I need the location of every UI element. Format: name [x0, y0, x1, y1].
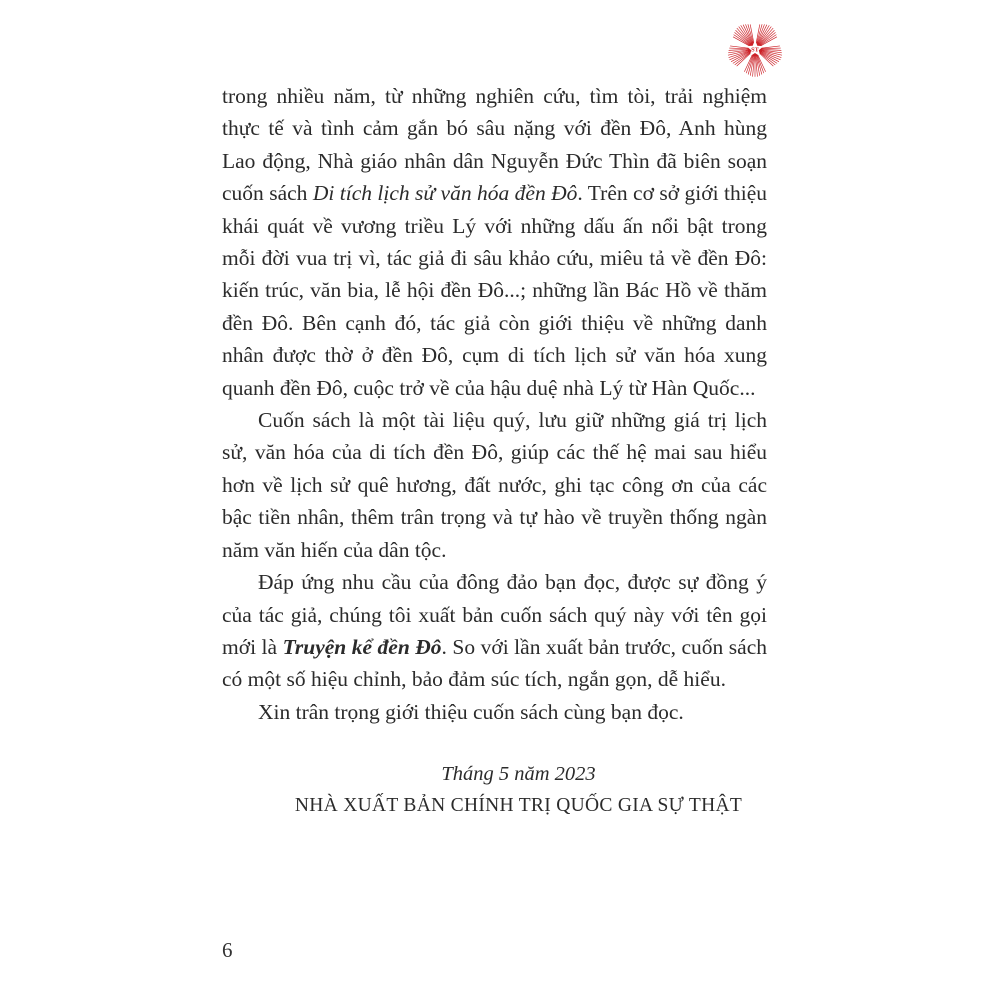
text-line: nhân được thờ ở đền Đô, cụm di tích lịch sử văn hóa xung [222, 343, 767, 368]
text-line: sử, văn hóa của di tích đền Đô, giúp các thế hệ mai sau hiểu [222, 440, 767, 465]
text-line: cuốn sách Di tích lịch sử văn hóa đền Đô. Trên cơ sở giới thiệu [222, 181, 767, 206]
text-line: của tác giả, chúng tôi xuất bản cuốn sách quý này với tên gọi [222, 602, 767, 627]
text-line: Cuốn sách là một tài liệu quý, lưu giữ những giá trị lịch [258, 408, 767, 433]
logo-st-monogram: ST [751, 46, 759, 54]
publisher-logo-icon [722, 14, 788, 84]
text-line: khái quát về vương triều Lý với những dấu ấn nổi bật trong [222, 213, 767, 238]
text-line: bậc tiền nhân, thêm trân trọng và tự hào về truyền thống ngàn [222, 505, 767, 530]
text-line: Xin trân trọng giới thiệu cuốn sách cùng bạn đọc. [258, 699, 684, 724]
text-line: kiến trúc, văn bia, lễ hội đền Đô...; những lần Bác Hồ về thăm [222, 278, 767, 303]
text-line: mới là Truyện kể đền Đô. So với lần xuất bản trước, cuốn sách [222, 634, 767, 659]
text-line: hơn về lịch sử quê hương, đất nước, ghi tạc công ơn của các [222, 472, 767, 497]
text-line: quanh đền Đô, cuộc trở về của hậu duệ nhà Lý từ Hàn Quốc... [222, 375, 756, 400]
text-line: Đáp ứng nhu cầu của đông đảo bạn đọc, được sự đồng ý [258, 570, 767, 595]
text-line: thực tế và tình cảm gắn bó sâu nặng với đền Đô, Anh hùng [222, 116, 767, 141]
text-line: năm văn hiến của dân tộc. [222, 537, 447, 562]
body-text [222, 80, 767, 822]
text-line: mỗi đời vua trị vì, tác giả đi sâu khảo cứu, miêu tả về đền Đô: [222, 246, 767, 271]
closing-block [246, 758, 791, 822]
page-number: 6 [222, 938, 233, 962]
text-line: trong nhiều năm, từ những nghiên cứu, tìm tòi, trải nghiệm [222, 84, 767, 108]
text-line: Lao động, Nhà giáo nhân dân Nguyễn Đức Thìn đã biên soạn [222, 148, 767, 173]
text-line: đền Đô. Bên cạnh đó, tác giả còn giới thiệu về những danh [222, 310, 767, 335]
publisher-name: NHÀ XUẤT BẢN CHÍNH TRỊ QUỐC GIA SỰ THẬT [294, 795, 743, 817]
date-line: Tháng 5 năm 2023 [441, 763, 596, 786]
text-line: có một số hiệu chỉnh, bảo đảm súc tích, ngắn gọn, dễ hiểu. [222, 667, 726, 692]
